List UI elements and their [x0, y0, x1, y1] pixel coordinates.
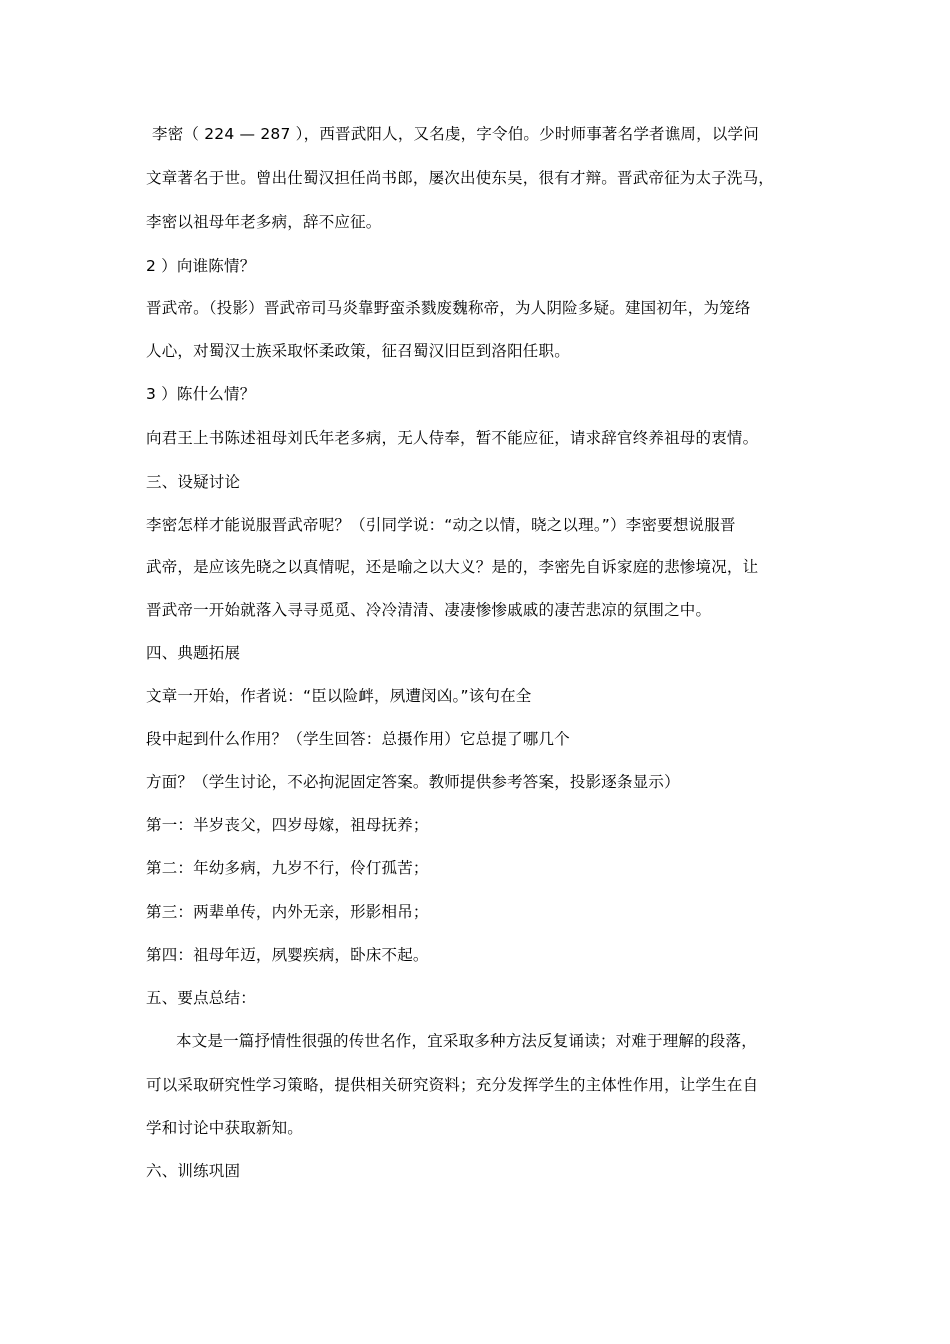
- list-item-4: 第四：祖母年迈，夙婴疾病，卧床不起。: [146, 946, 429, 964]
- list-item-1: 第一：半岁丧父，四岁母嫁，祖母抚养；: [146, 816, 429, 834]
- paragraph-example-line-1: 文章一开始，作者说：“臣以险衅，夙遭闵凶。”该句在全: [146, 687, 532, 705]
- paragraph-example-line-2: 段中起到什么作用？（学生回答：总摄作用）它总提了哪几个: [146, 730, 570, 748]
- paragraph-emperor-line-2: 人心，对蜀汉士族采取怀柔政策，征召蜀汉旧臣到洛阳任职。: [146, 342, 570, 360]
- paragraph-li-mi-intro-line-1: 李密（ 224 — 287 ），西晋武阳人，又名虔，字令伯。少时师事著名学者谯周，以学问: [152, 125, 759, 143]
- paragraph-discussion-line-1: 李密怎样才能说服晋武帝呢？（引同学说：“动之以情，晓之以理。”）李密要想说服晋: [146, 516, 736, 534]
- paragraph-summary-line-2: 可以采取研究性学习策略，提供相关研究资料；充分发挥学生的主体性作用，让学生在自: [146, 1076, 759, 1094]
- question-3-heading: 3 ）陈什么情？: [146, 385, 256, 403]
- paragraph-emperor-line-1: 晋武帝。（投影）晋武帝司马炎靠野蛮杀戮废魏称帝，为人阴险多疑。建国初年，为笼络: [146, 299, 751, 317]
- list-item-2: 第二：年幼多病，九岁不行，伶仃孤苦；: [146, 859, 429, 877]
- paragraph-example-line-3: 方面？（学生讨论，不必拘泥固定答案。教师提供参考答案，投影逐条显示）: [146, 773, 680, 791]
- paragraph-summary-line-3: 学和讨论中获取新知。: [146, 1119, 304, 1137]
- paragraph-discussion-line-3: 晋武帝一开始就落入寻寻觅觅、冷冷清清、凄凄惨惨戚戚的凄苦悲凉的氛围之中。: [146, 601, 712, 619]
- list-item-3: 第三：两辈单传，内外无亲，形影相吊；: [146, 903, 429, 921]
- section-5-heading: 五、要点总结：: [146, 989, 256, 1007]
- paragraph-petition: 向君王上书陈述祖母刘氏年老多病，无人侍奉，暂不能应征，请求辞官终养祖母的衷情。: [146, 429, 759, 447]
- question-2-heading: 2 ）向谁陈情？: [146, 257, 256, 275]
- section-3-heading: 三、设疑讨论: [146, 473, 241, 491]
- section-6-heading: 六、训练巩固: [146, 1162, 241, 1180]
- paragraph-discussion-line-2: 武帝，是应该先晓之以真情呢，还是喻之以大义？是的，李密先自诉家庭的悲惨境况，让: [146, 558, 759, 576]
- paragraph-li-mi-intro-line-2: 文章著名于世。曾出仕蜀汉担任尚书郎，屡次出使东吴，很有才辩。晋武帝征为太子洗马，: [146, 169, 775, 187]
- paragraph-summary-line-1: 本文是一篇抒情性很强的传世名作，宜采取多种方法反复诵读；对难于理解的段落，: [176, 1032, 757, 1050]
- paragraph-li-mi-intro-line-3: 李密以祖母年老多病，辞不应征。: [146, 213, 382, 231]
- section-4-heading: 四、典题拓展: [146, 644, 241, 662]
